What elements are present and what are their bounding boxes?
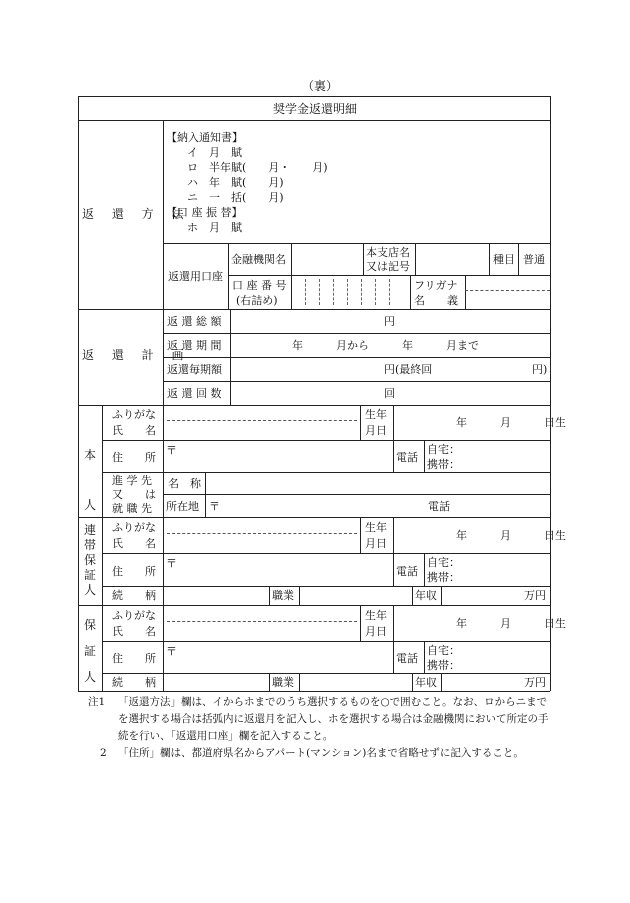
page-side-label: （裏） — [302, 79, 339, 93]
guarantor-postal-mark[interactable]: 〒 — [166, 645, 177, 658]
plan-period-value[interactable]: 年 月から 年 月まで — [292, 339, 479, 352]
joint-birth-label-1: 生年 — [365, 521, 387, 534]
joint-guarantor-section-label: 連帯保証人 — [83, 523, 96, 597]
self-home-label[interactable]: 自宅： — [427, 443, 460, 456]
branch-label-1: 本支店名 — [366, 246, 410, 259]
branch-field[interactable] — [416, 244, 488, 274]
account-label: 返還用口座 — [168, 270, 223, 283]
plan-period-label: 返 還 期 間 — [167, 339, 222, 352]
guarantor-section-label: 保証人 — [83, 618, 96, 684]
option-ha[interactable]: ハ 年 賦( 月) — [187, 176, 284, 189]
self-birth-label-2: 月日 — [365, 424, 387, 437]
self-name-label: 氏 名 — [112, 424, 156, 437]
guarantor-birth-label-1: 生年 — [365, 609, 387, 622]
self-dest-label: 進 学 先 又 は 就 職 先 — [112, 474, 156, 515]
plan-total-label: 返 還 総 額 — [167, 315, 222, 328]
option-i[interactable]: イ 月 賦 — [187, 146, 242, 159]
option-ro[interactable]: ロ 半年賦( 月・ 月) — [187, 161, 328, 174]
holder-field[interactable] — [466, 276, 549, 308]
form-title: 奨学金返還明細 — [272, 102, 357, 116]
self-section-label: 本 人 — [83, 448, 121, 512]
transfer-header: 【口 座 振 替】 — [166, 206, 243, 219]
furigana-label: フリガナ — [414, 279, 458, 292]
plan-count-value[interactable]: 回 — [384, 387, 395, 400]
guarantor-address-label: 住 所 — [112, 652, 156, 665]
dest-name-label: 名 称 — [168, 477, 201, 490]
guarantor-birth-label-2: 月日 — [365, 625, 387, 638]
branch-label-2: 又は記号 — [366, 260, 410, 273]
bank-name-field[interactable] — [292, 244, 362, 274]
note-2-text: 「住所」欄は、都道府県名からアパート(マンション)名まで省略せずに記入すること。 — [118, 747, 524, 759]
joint-birth-label-2: 月日 — [365, 537, 387, 550]
guarantor-job-label: 職業 — [272, 676, 294, 689]
joint-mobile-label[interactable]: 携帯： — [427, 571, 460, 584]
dest-phone-label: 電話 — [428, 500, 450, 513]
joint-phone-label: 電話 — [396, 565, 418, 578]
type-value: 普通 — [523, 253, 545, 266]
joint-income-unit: 万円 — [524, 589, 546, 602]
guarantor-phone-label: 電話 — [396, 652, 418, 665]
plan-total-value[interactable]: 円 — [384, 315, 395, 328]
plan-installment-value[interactable]: 円(最終回 — [384, 363, 433, 376]
plan-installment-label: 返還毎期額 — [167, 363, 222, 376]
joint-income-label: 年収 — [415, 589, 437, 602]
guarantor-home-label[interactable]: 自宅： — [427, 644, 460, 657]
self-address-label: 住 所 — [112, 451, 156, 464]
guarantor-income-label: 年収 — [415, 676, 437, 689]
note-1-text: 「返還方法」欄は、イからホまでのうち選択するものを○で囲むこと。なお、ロからニまでを選択する場合は括弧内に返還月を記入し、ホを選択する場合は金融機関において所定の手続を行い、「返還用口座」欄を記入すること。 — [118, 696, 549, 742]
guarantor-name-label: 氏 名 — [112, 625, 156, 638]
guarantor-mobile-label[interactable]: 携帯： — [427, 659, 460, 672]
joint-postal-mark[interactable]: 〒 — [166, 557, 177, 570]
type-label: 種目 — [493, 253, 515, 266]
joint-address-label: 住 所 — [112, 565, 156, 578]
joint-job-label: 職業 — [272, 589, 294, 602]
joint-home-label[interactable]: 自宅： — [427, 556, 460, 569]
guarantor-birth-value[interactable]: 年 月 日生 — [456, 617, 566, 630]
self-phone-label: 電話 — [396, 451, 418, 464]
guarantor-income-unit: 万円 — [524, 676, 546, 689]
self-name-field[interactable] — [164, 406, 359, 439]
notice-header: 【納入通知書】 — [166, 131, 243, 144]
option-ho[interactable]: ホ 月 賦 — [187, 221, 242, 234]
self-birth-label-1: 生年 — [365, 408, 387, 421]
self-birth-value[interactable]: 年 月 日生 — [456, 416, 566, 429]
joint-birth-value[interactable]: 年 月 日生 — [456, 529, 566, 542]
joint-relation-label: 続 柄 — [112, 589, 156, 602]
plan-installment-end: 円) — [532, 363, 548, 376]
dest-name-field[interactable] — [206, 473, 549, 493]
account-number-field[interactable] — [292, 276, 409, 308]
guarantor-name-field[interactable] — [164, 606, 359, 640]
bank-label: 金融機関名 — [231, 253, 286, 266]
account-no-label-1: 口 座 番 号 — [232, 279, 287, 292]
note-2-number: 2 — [100, 747, 107, 759]
self-furigana-label: ふりがな — [112, 408, 156, 421]
note-1-number: 注1 — [88, 696, 106, 708]
guarantor-relation-label: 続 柄 — [112, 676, 156, 689]
account-no-label-2: (右詰め) — [236, 294, 278, 307]
dest-postal-mark[interactable]: 〒 — [209, 500, 220, 513]
guarantor-furigana-label: ふりがな — [112, 609, 156, 622]
joint-name-field[interactable] — [164, 518, 359, 552]
holder-label: 名 義 — [414, 294, 458, 307]
repayment-method-label: 返 還 方 法 — [82, 207, 191, 221]
joint-furigana-label: ふりがな — [112, 521, 156, 534]
dest-location-label: 所在地 — [166, 500, 199, 513]
self-mobile-label[interactable]: 携帯： — [427, 458, 460, 471]
plan-count-label: 返 還 回 数 — [167, 387, 222, 400]
self-postal-mark[interactable]: 〒 — [166, 444, 177, 457]
joint-name-label: 氏 名 — [112, 537, 156, 550]
repayment-plan-label: 返 還 計 画 — [82, 348, 191, 362]
option-ni[interactable]: ニ 一 括( 月) — [187, 191, 284, 204]
